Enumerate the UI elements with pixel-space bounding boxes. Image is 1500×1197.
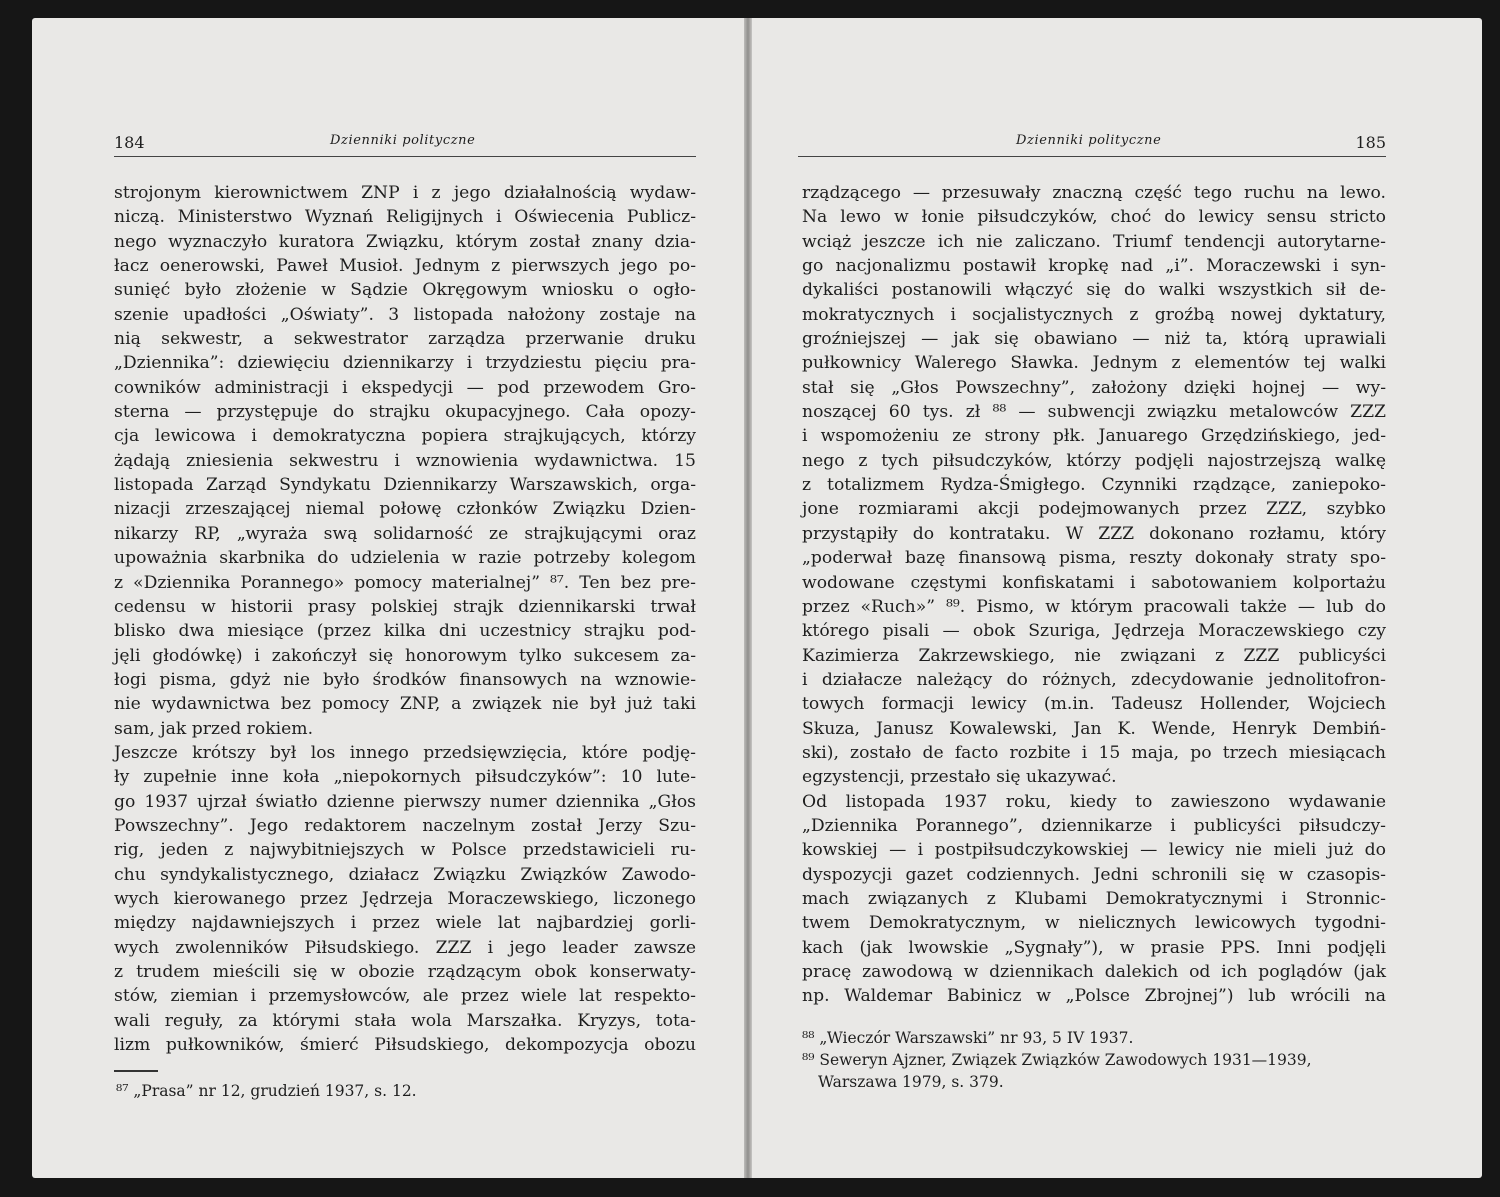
text-line: Powszechny”. Jego redaktorem naczelnym został Jerzy Szu- [114,815,696,836]
text-line: pracę zawodową w dziennikach dalekich od ich poglądów (jak [802,962,1386,982]
text-line: jone rozmiarami akcji podejmowanych przez ZZZ, szybko [802,499,1386,520]
text-line: Od listopada 1937 roku, kiedy to zawieszono wydawanie [802,791,1386,812]
text-line: żądają zniesienia sekwestru i wznowienia wydawnictwa. 15 [114,450,696,471]
text-line: z «Dziennika Porannego» pomocy materialnej” ⁸⁷. Ten bez pre- [114,572,696,593]
page-number: 185 [1355,133,1386,152]
text-line: dyspozycji gazet codziennych. Jedni schronili się w czasopis- [802,864,1386,885]
text-line: cja lewicowa i demokratyczna popiera strajkujących, którzy [114,426,696,447]
text-line: mokratycznych i socjalistycznych z groźbą nowej dyktatury, [802,304,1386,325]
text-line: niczą. Ministerstwo Wyznań Religijnych i Oświecenia Publicz- [114,207,696,228]
footnote-rule [114,1070,158,1072]
text-line: go nacjonalizmu postawił kropkę nad „i”. Moraczewski i syn- [802,256,1386,277]
text-line: między najdawniejszych i przez wiele lat najbardziej gorli- [114,913,696,934]
text-line: mach związanych z Klubami Demokratycznymi i Stronnic- [802,888,1386,909]
text-line: ły zupełnie inne koła „niepokornych piłsudczyków”: 10 lute- [114,767,696,788]
text-line: egzystencji, przestało się ukazywać. [802,767,1117,788]
text-line: jęli głodówkę) i zakończył się honorowym tylko sukcesem za- [114,645,696,666]
text-line: sterna — przystępuje do strajku okupacyjnego. Cała opozy- [114,402,696,423]
text-line: cowników administracji i ekspedycji — pod przewodem Gro- [114,377,696,398]
footnote-line: ⁸⁹ Seweryn Ajzner, Związek Związków Zawodowych 1931—1939, [802,1051,1312,1069]
text-line: twem Demokratycznym, w nielicznych lewicowych tygodni- [802,913,1386,934]
text-line: nizacji zrzeszającej niemal połowę członków Związku Dzien- [114,499,696,520]
text-line: blisko dwa miesiące (przez kilka dni uczestnicy strajku pod- [114,621,696,642]
footnotes [802,1027,1388,1093]
text-line: z totalizmem Rydza-Śmigłego. Czynniki rządzące, zaniepoko- [802,475,1386,496]
text-line: z trudem mieścili się w obozie rządzącym obok konserwaty- [114,962,696,982]
text-line: Jeszcze krótszy był los innego przedsięwzięcia, które podję- [114,742,696,763]
text-line: go 1937 ujrzał światło dzienne pierwszy numer dziennika „Głos [114,791,696,812]
footnote-line: ⁸⁷ „Prasa” nr 12, grudzień 1937, s. 12. [116,1082,417,1100]
text-line: wodowane częstymi konfiskatami i sabotowaniem kolportażu [802,572,1386,593]
text-line: upoważnia skarbnika do udzielenia w razie potrzeby kolegom [114,548,696,569]
text-line: nią sekwestr, a sekwestrator zarządza przerwanie druku [114,329,696,350]
text-line: „poderwał bazę finansową pisma, reszty dokonały straty spo- [802,548,1386,569]
text-line: nikarzy RP, „wyraża swą solidarność ze strajkującymi oraz [114,523,696,544]
text-line: pułkownicy Walerego Sławka. Jednym z elementów tej walki [802,353,1386,374]
page-number: 184 [114,133,145,152]
text-line: stał się „Głos Powszechny”, założony dzięki hojnej — wy- [802,377,1386,398]
text-line: np. Waldemar Babinicz w „Polsce Zbrojnej”) lub wrócili na [802,986,1386,1007]
text-line: i wspomożeniu ze strony płk. Januarego Grzędzińskiego, jed- [802,426,1386,447]
body-text [114,181,696,1057]
left-page [32,18,744,1178]
footnote-line: Warszawa 1979, s. 379. [818,1073,1004,1091]
text-line: sam, jak przed rokiem. [114,718,314,739]
text-line: łacz oenerowski, Paweł Musioł. Jednym z pierwszych jego po- [114,256,696,277]
text-line: Na lewo w łonie piłsudczyków, choć do lewicy sensu stricto [802,207,1386,228]
text-line: wciąż jeszcze ich nie zaliczano. Triumf tendencji autorytarne- [802,231,1386,252]
text-line: listopada Zarząd Syndykatu Dziennikarzy Warszawskich, orga- [114,475,696,496]
text-line: rig, jeden z najwybitniejszych w Polsce przedstawicieli ru- [114,840,696,861]
text-line: którego pisali — obok Szuriga, Jędrzeja Moraczewskiego czy [802,621,1386,642]
text-line: przystąpiły do kontrataku. W ZZZ dokonano rozłamu, który [802,523,1386,544]
right-page [752,18,1482,1178]
text-line: „Dziennika Porannego”, dziennikarze i publicyści piłsudczy- [802,815,1386,836]
text-line: przez «Ruch»” ⁸⁹. Pismo, w którym pracowali także — lub do [802,596,1386,617]
text-line: towych formacji lewicy (m.in. Tadeusz Hollender, Wojciech [802,694,1386,715]
text-line: chu syndykalistycznego, działacz Związku Związków Zawodo- [114,864,696,885]
footnote-line: ⁸⁸ „Wieczór Warszawski” nr 93, 5 IV 1937. [802,1029,1134,1047]
text-line: „Dziennika”: dziewięciu dziennikarzy i trzydziestu pięciu pra- [114,353,696,374]
text-line: lizm pułkowników, śmierć Piłsudskiego, dekompozycja obozu [114,1035,696,1056]
text-line: szenie upadłości „Oświaty”. 3 listopada nałożony zostaje na [114,304,696,325]
text-line: wali reguły, za którymi stała wola Marszałka. Kryzys, tota- [114,1010,696,1031]
book-gutter [744,18,752,1178]
text-line: stów, ziemian i przemysłowców, ale przez wiele lat respekto- [114,986,696,1007]
text-line: kowskiej — i postpiłsudczykowskiej — lewicy nie mieli już do [802,840,1386,861]
footnotes [116,1080,692,1102]
text-line: groźniejszej — jak się obawiano — niż ta, którą uprawiali [802,329,1386,350]
text-line: Kazimierza Zakrzewskiego, nie związani z ZZZ publicyści [802,645,1386,666]
running-head-title: Dzienniki polityczne [330,133,476,148]
text-line: strojonym kierownictwem ZNP i z jego działalnością wydaw- [114,183,696,203]
text-line: wych kierowanego przez Jędrzeja Moraczewskiego, liczonego [114,888,696,909]
body-text [802,181,1386,1009]
header-rule [114,156,696,157]
text-line: sunięć było złożenie w Sądzie Okręgowym wniosku o ogło- [114,280,696,301]
text-line: ski), zostało de facto rozbite i 15 maja, po trzech miesiącach [802,742,1386,763]
header-rule [798,156,1386,157]
text-line: nego z tych piłsudczyków, którzy podjęli najostrzejszą walkę [802,450,1386,471]
text-line: dykaliści postanowili włączyć się do walki wszystkich sił de- [802,280,1386,301]
text-line: cedensu w historii prasy polskiej strajk dziennikarski trwał [114,596,696,617]
running-head-title: Dzienniki polityczne [1016,133,1162,148]
text-line: kach (jak lwowskie „Sygnały”), w prasie PPS. Inni podjęli [802,937,1386,958]
text-line: rządzącego — przesuwały znaczną część tego ruchu na lewo. [802,183,1386,203]
text-line: noszącej 60 tys. zł ⁸⁸ — subwencji związku metalowców ZZZ [802,402,1386,423]
text-line: Skuza, Janusz Kowalewski, Jan K. Wende, Henryk Dembiń- [802,718,1386,739]
text-line: nego wyznaczyło kuratora Związku, którym został znany dzia- [114,231,696,252]
text-line: łogi pisma, gdyż nie było środków finansowych na wznowie- [114,669,696,690]
text-line: nie wydawnictwa bez pomocy ZNP, a związek nie był już taki [114,694,696,715]
text-line: i działacze należący do różnych, zdecydowanie jednolitofron- [802,669,1386,690]
text-line: wych zwolenników Piłsudskiego. ZZZ i jego leader zawsze [114,937,696,958]
